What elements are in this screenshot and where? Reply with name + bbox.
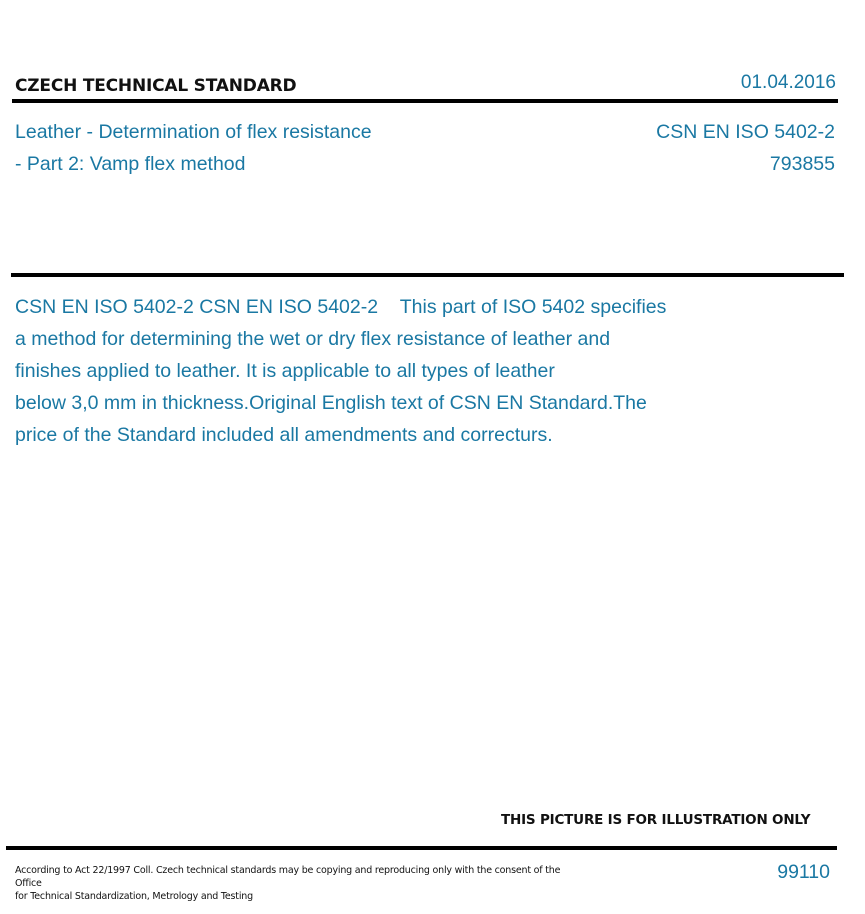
standard-identifiers [656,116,835,180]
standard-title-line-1: Leather - Determination of flex resistance [15,121,372,143]
description-line: CSN EN ISO 5402-2 CSN EN ISO 5402-2 This part of ISO 5402 specifies [15,296,667,318]
classification-code: 99110 [777,861,830,883]
bottom-divider [6,846,837,850]
illustration-notice: THIS PICTURE IS FOR ILLUSTRATION ONLY [501,812,811,828]
catalog-number: 793855 [769,153,835,175]
legal-notice-line-2: for Technical Standardization, Metrology and Testing [15,891,253,902]
legal-notice-line-1: According to Act 22/1997 Coll. Czech technical standards may be copying and reproducing only with the consent of the Office [15,865,561,889]
publication-date: 01.04.2016 [740,72,836,93]
description-line: finishes applied to leather. It is applicable to all types of leather [15,360,555,382]
description-line: price of the Standard included all amendments and correcturs. [15,424,553,446]
middle-divider [11,273,844,277]
standard-code: CSN EN ISO 5402-2 [656,121,835,143]
standard-description [15,291,750,451]
description-line: below 3,0 mm in thickness.Original English text of CSN EN Standard.The [15,392,647,414]
legal-notice [15,864,585,903]
top-divider [12,99,838,103]
document-category: CZECH TECHNICAL STANDARD [15,76,297,96]
standard-title [15,116,455,180]
standard-title-line-2: - Part 2: Vamp flex method [15,153,246,175]
description-line: a method for determining the wet or dry flex resistance of leather and [15,328,611,350]
